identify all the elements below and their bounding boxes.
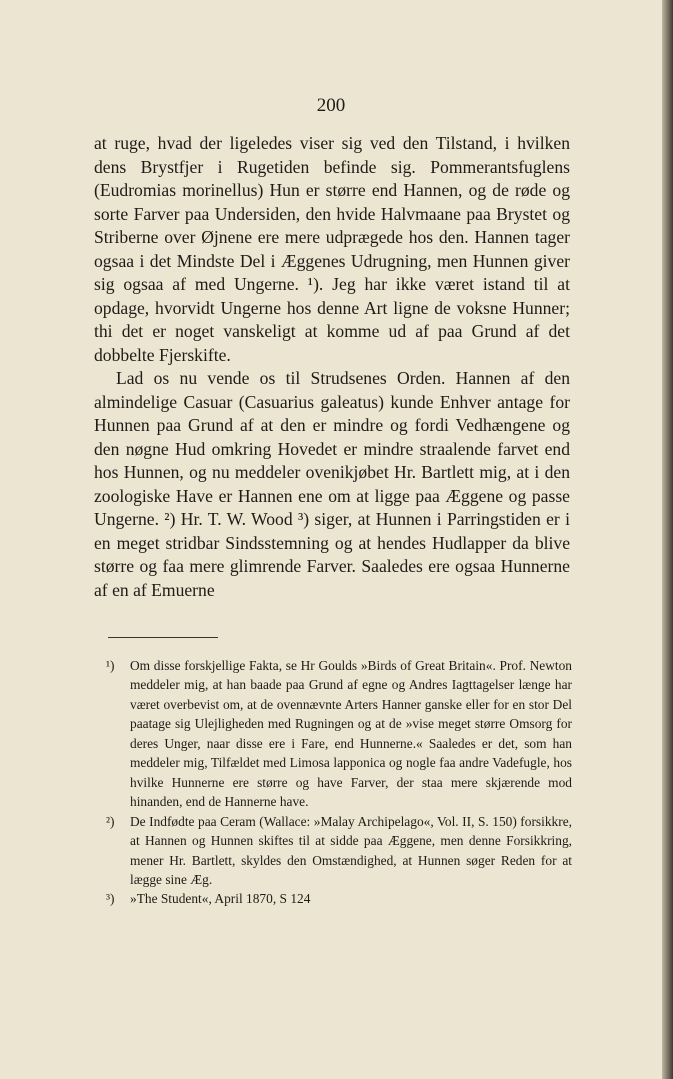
footnote-text: Om disse forskjellige Fakta, se Hr Goulds »Birds of Great Britain«. Prof. Newton meddeler mig, at han baade paa Grund af egne og Andres Iagttagelser længe har været overbevist om, at de ovennævnte Arters Hanner ganske eller for en stor Del paatage sig Ulejligheden med Rugningen og at de »vise meget større Omsorg for deres Unger, naar disse ere i Fare, end Hunnerne.« Saaledes er det, som han meddeler mig, Tilfældet med Limosa lapponica og nogle faa andre Vadefugle, hos hvilke Hunnerne ere større og have Farver, der staa mere skjærende mod hinanden, end de Hannerne have. [130,658,572,810]
footnote [106,656,572,812]
footnote-separator [108,637,218,638]
footnote [106,812,572,890]
footnote-marker: ¹) [106,658,115,673]
main-text [94,132,570,602]
paragraph: at ruge, hvad der ligeledes viser sig ved den Tilstand, i hvilken dens Brystfjer i Rugetiden befinde sig. Pommerantsfuglens (Eudromias morinellus) Hun er større end Hannen, og de røde og sorte Farver paa Undersiden, den hvide Halvmaane paa Brystet og Striberne over Øjnene ere mere udprægede hos den. Hannen tager ogsaa i det Mindste Del i Æggenes Udrugning, men Hunnen giver sig ogsaa af med Ungerne. ¹). Jeg har ikke været istand til at opdage, hvorvidt Ungerne hos denne Art ligne de voksne Hunner; thi det er noget vanskeligt at komme ud af paa Grund af det dobbelte Fjerskifte. [94,133,570,365]
paragraph: Lad os nu vende os til Strudsenes Orden. Hannen af den almindelige Casuar (Casuarius galeatus) kunde Enhver antage for Hunnen paa Grund af at den er mindre og fordi Vedhængene og den nøgne Hud omkring Hovedet er mindre straalende farvet end hos Hunnen, og nu meddeler ovenikjøbet Hr. Bartlett mig, at i den zoologiske Have er Hannen ene om at ligge paa Æggene og passe Ungerne. ²) Hr. T. W. Wood ³) siger, at Hunnen i Parringstiden er i en meget stridbar Sindsstemning og at hendes Hudlapper da blive større og faa mere glimrende Farver. Saaledes ere ogsaa Hunnerne af en af Emuerne [94,368,570,600]
page-number: 200 [316,95,346,116]
footnotes [106,656,572,909]
footnote-marker: ³) [106,891,115,907]
footnote-text: »The Student«, April 1870, S 124 [130,891,311,907]
footnote [106,889,572,908]
book-binding-edge [662,0,673,1079]
footnote-text: De Indfødte paa Ceram (Wallace: »Malay Archipelago«, Vol. II, S. 150) forsikkre, at Hannen og Hunnen skiftes til at sidde paa Æggene, men denne Forsikkring, mener Hr. Bartlett, skyldes den Omstændighed, at Hunnen søger Reden for at lægge sine Æg. [130,813,572,887]
footnote-marker: ²) [106,813,115,829]
